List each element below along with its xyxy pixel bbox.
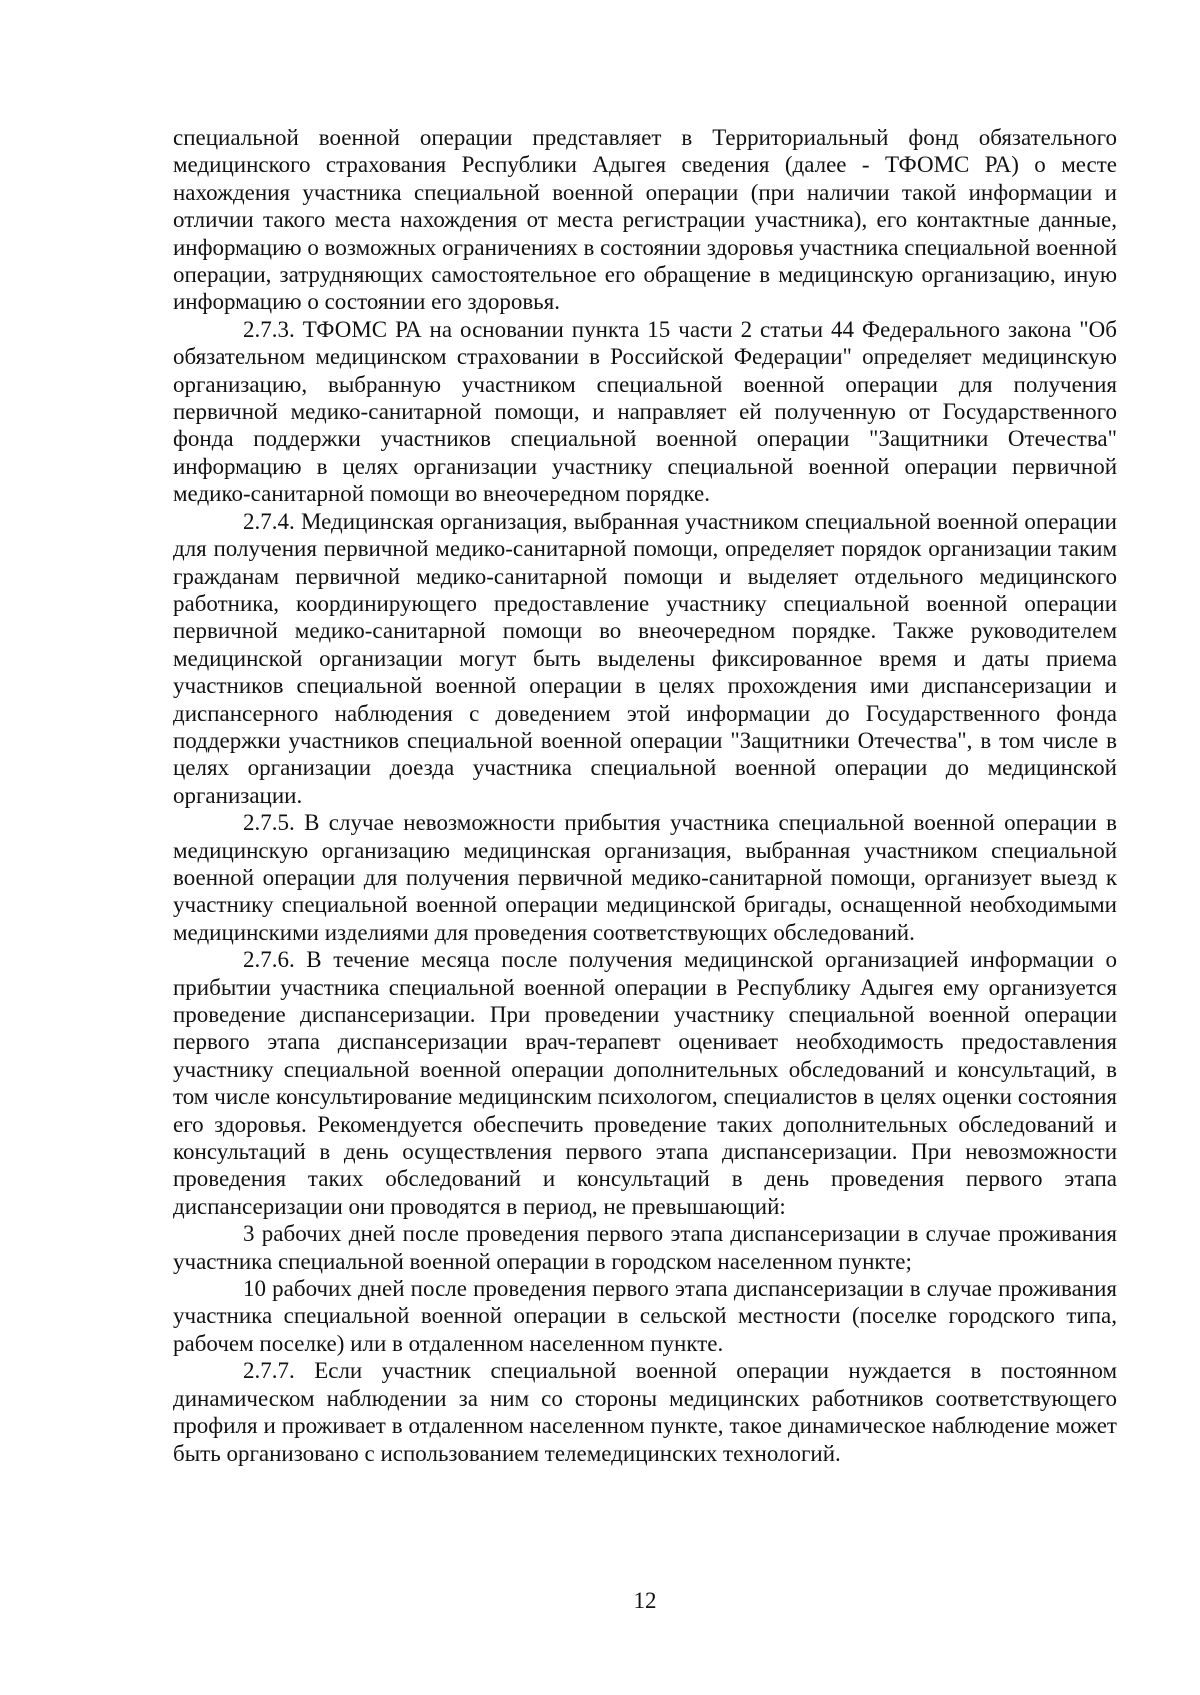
paragraph-2-7-3: 2.7.3. ТФОМС РА на основании пункта 15 части 2 статьи 44 Федерального закона "Об обязательном медицинском страховании в Российской Федерации" определяет медицинскую организацию, выбранную участником специальной военной операции для получения первичной медико-санитарной помощи, и направляет ей полученную от Государственного фонда поддержки участников специальной военной операции "Защитники Отечества" информацию в целях организации участнику специальной военной операции первичной медико-санитарной помощи во внеочередном порядке.	[173, 316, 1117, 507]
page-number: 12	[633, 1588, 657, 1613]
paragraph-2-7-6: 2.7.6. В течение месяца после получения медицинской организацией информации о прибытии участника специальной военной операции в Республику Адыгея ему организуется проведение диспансеризации. При проведении участнику специальной военной операции первого этапа диспансеризации врач-терапевт оценивает необходимость предоставления участнику специальной военной операции дополнительных обследований и консультаций, в том числе консультирование медицинским психологом, специалистов в целях оценки состояния его здоровья. Рекомендуется обеспечить проведение таких дополнительных обследований и консультаций в день осуществления первого этапа диспансеризации. При невозможности проведения таких обследований и консультаций в день проведения первого этапа диспансеризации они проводятся в период, не превышающий:	[173, 947, 1117, 1219]
paragraph-2-7-4: 2.7.4. Медицинская организация, выбранная участником специальной военной операции для получения первичной медико-санитарной помощи, определяет порядок организации таким гражданам первичной медико-санитарной помощи и выделяет отдельного медицинского работника, координирующего предоставление участнику специальной военной операции первичной медико-санитарной помощи во внеочередном порядке. Также руководителем медицинской организации могут быть выделены фиксированное время и даты приема участников специальной военной операции в целях прохождения ими диспансеризации и диспансерного наблюдения с доведением этой информации до Государственного фонда поддержки участников специальной военной операции "Защитники Отечества", в том числе в целях организации доезда участника специальной военной операции до медицинской организации.	[173, 508, 1117, 808]
paragraph-2-7-7: 2.7.7. Если участник специальной военной операции нуждается в постоянном динамическом наблюдении за ним со стороны медицинских работников соответствующего профиля и проживает в отдаленном населенном пункте, такое динамическое наблюдение может быть организовано с использованием телемедицинских технологий.	[173, 1358, 1117, 1466]
paragraph-rural-term: 10 рабочих дней после проведения первого этапа диспансеризации в случае проживания участника специальной военной операции в сельской местности (поселке городского типа, рабочем поселке) или в отдаленном населенном пункте.	[173, 1276, 1117, 1356]
paragraph-urban-term: 3 рабочих дней после проведения первого этапа диспансеризации в случае проживания участника специальной военной операции в городском населенном пункте;	[173, 1221, 1117, 1274]
paragraph-2-7-5: 2.7.5. В случае невозможности прибытия участника специальной военной операции в медицинскую организацию медицинская организация, выбранная участником специальной военной операции для получения первичной медико-санитарной помощи, организует выезд к участнику специальной военной операции медицинской бригады, оснащенной необходимыми медицинскими изделиями для проведения соответствующих обследований.	[173, 810, 1117, 945]
paragraph-continuation: специальной военной операции представляет в Территориальный фонд обязательного медицинского страхования Республики Адыгея сведения (далее - ТФОМС РА) о месте нахождения участника специальной военной операции (при наличии такой информации и отличии такого места нахождения от места регистрации участника), его контактные данные, информацию о возможных ограничениях в состоянии здоровья участника специальной военной операции, затрудняющих самостоятельное его обращение в медицинскую организацию, иную информацию о состоянии его здоровья.	[173, 125, 1117, 315]
document-body	[173, 124, 1117, 1467]
